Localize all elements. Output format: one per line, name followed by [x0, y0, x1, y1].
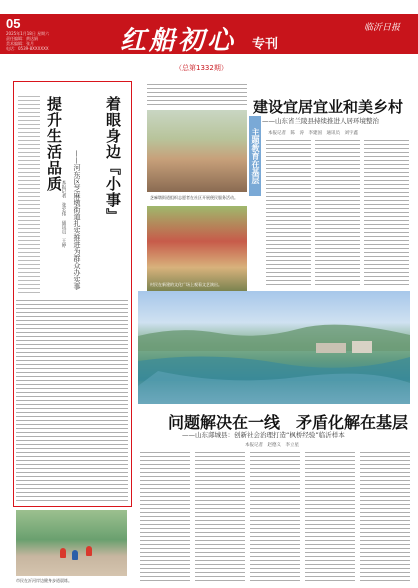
issue-number: （总第1332期） — [175, 64, 228, 72]
side-tag: 主题教育在基层 — [249, 116, 261, 196]
governance-article-col-3 — [250, 452, 300, 584]
lead-article-subtitle: ——河东区芝麻墩街道扎实推进为群众办实事 — [73, 150, 81, 290]
photo-village — [147, 206, 247, 294]
village-article-subtitle: ——山东省兰陵县持续推进人居环境整治 — [262, 117, 379, 125]
governance-article-col-2 — [195, 452, 245, 584]
governance-article-col-5 — [360, 452, 410, 584]
governance-article-col-1 — [140, 452, 190, 584]
page-number: 05 — [6, 16, 21, 31]
lead-article-body — [16, 300, 128, 503]
runner-figure — [86, 546, 92, 556]
photo-caption-1: 芝麻墩街道组织志愿者在社区开展便民服务活动。 — [150, 195, 238, 200]
village-article-byline: 本报记者 陈 涛 李建国 通讯员 刘宇鑫 — [268, 131, 358, 136]
landscape-illustration — [138, 291, 410, 404]
runner-figure — [72, 550, 78, 560]
village-article-title: 建设宜居宜业和美乡村 — [253, 98, 404, 116]
governance-article-subtitle: ——山东郯城县：创新社会治理打造“枫桥经验”临沂样本 — [182, 431, 345, 439]
brand-logo: 临沂日报 — [364, 23, 401, 33]
governance-article-col-4 — [305, 452, 355, 584]
village-article-col-2 — [315, 140, 360, 286]
page-meta: 2025年1月18日 星期六 责任编辑：黄达娟 美术编辑：张月 电话：0539-8XXXXXX — [6, 31, 50, 51]
lead-article-byline: 本报记者 张宏伟 通讯员 王婷 — [61, 180, 66, 248]
photo-caption-3: 市民在沂河岸边健身步道晨练。 — [16, 578, 72, 583]
photo-volunteers — [147, 110, 247, 192]
governance-article-title: 问题解决在一线 矛盾化解在基层 — [168, 413, 409, 432]
governance-article-byline: 本报记者 赵德义 李立星 — [245, 443, 299, 448]
lead-article-title-1: 着眼身边『小事』 — [104, 96, 122, 224]
lead-article-body-col — [18, 96, 40, 296]
page-subtitle: 专刊 — [252, 37, 279, 52]
page-title: 红船初心 — [120, 26, 237, 56]
photo-runners — [16, 510, 127, 576]
lead-article-title-2: 提升生活品质 — [45, 96, 63, 192]
runner-figure — [60, 548, 66, 558]
village-article-col-1 — [266, 140, 311, 286]
photo-caption-2: 村民在新建的文化广场上观看文艺演出。 — [150, 282, 222, 287]
village-article-col-3 — [364, 140, 409, 286]
lead-article-continued-1 — [147, 84, 247, 107]
